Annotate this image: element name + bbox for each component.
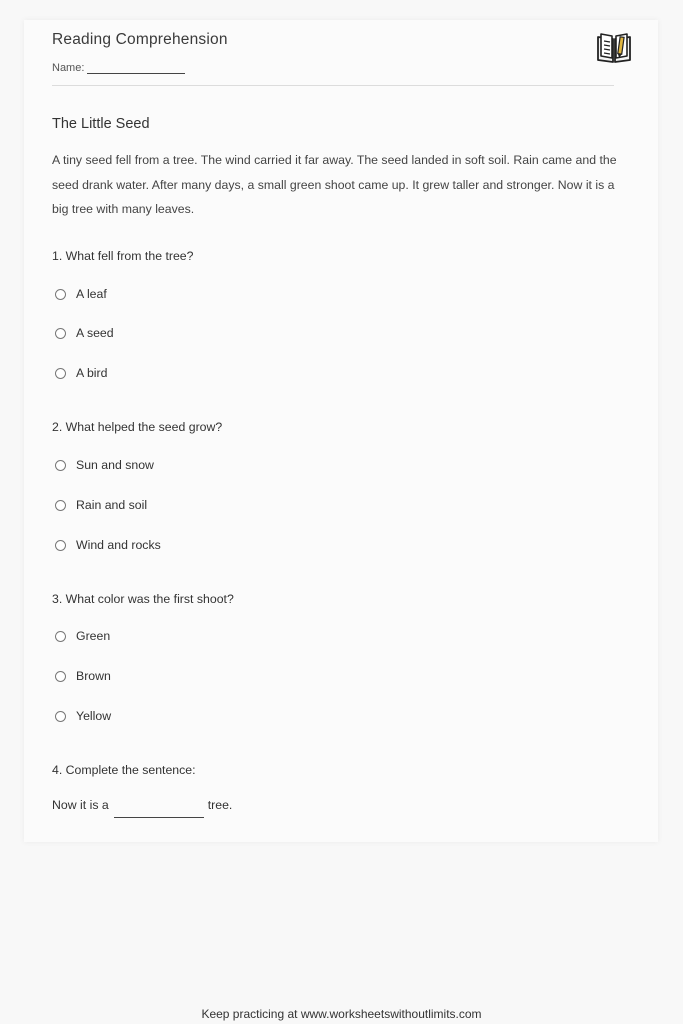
name-label: Name: (52, 62, 85, 74)
question-2-option-1[interactable] (55, 458, 154, 472)
open-book-icon (596, 30, 632, 64)
radio-button[interactable] (55, 631, 66, 642)
question-2-prompt: 2. What helped the seed grow? (52, 420, 223, 434)
question-1-option-1[interactable] (55, 287, 107, 301)
question-4-prompt: 4. Complete the sentence: (52, 763, 196, 777)
question-2-option-2[interactable] (55, 498, 147, 512)
radio-button[interactable] (55, 711, 66, 722)
name-blank-line[interactable] (87, 63, 185, 74)
radio-button[interactable] (55, 289, 66, 300)
answer-blank[interactable] (114, 803, 204, 818)
question-3-option-3[interactable] (55, 709, 111, 723)
worksheet (24, 20, 658, 842)
option-label: Yellow (76, 709, 112, 723)
story-title: The Little Seed (52, 116, 150, 132)
footer-text: Keep practicing at www.worksheetswithoutlimits.com (201, 1007, 482, 1021)
question-1-option-3[interactable] (55, 366, 107, 380)
radio-button[interactable] (55, 328, 66, 339)
question-1-option-2[interactable] (55, 326, 114, 340)
question-1-prompt: 1. What fell from the tree? (52, 249, 194, 263)
option-label: A seed (76, 326, 114, 340)
option-label: A bird (76, 366, 108, 380)
question-4-sentence (52, 797, 232, 812)
header-divider (52, 85, 614, 86)
story-text: A tiny seed fell from a tree. The wind carried it far away. The seed landed in soft soil. Rain came and the seed drank water. After many days, a small green shoot came up. It grew taller and stronger. Now it is a big tree with many leaves. (52, 153, 617, 216)
question-2-option-3[interactable] (55, 538, 161, 552)
radio-button[interactable] (55, 540, 66, 551)
option-label: Sun and snow (76, 458, 154, 472)
radio-button[interactable] (55, 460, 66, 471)
question-3-option-2[interactable] (55, 669, 111, 683)
option-label: Wind and rocks (76, 538, 161, 552)
sentence-after: tree. (207, 798, 233, 812)
question-3-prompt: 3. What color was the first shoot? (52, 592, 234, 606)
option-label: Green (76, 629, 111, 643)
option-label: Rain and soil (76, 498, 148, 512)
question-3-option-1[interactable] (55, 629, 110, 643)
name-field-row (52, 62, 185, 74)
option-label: A leaf (76, 287, 107, 301)
radio-button[interactable] (55, 671, 66, 682)
radio-button[interactable] (55, 368, 66, 379)
radio-button[interactable] (55, 500, 66, 511)
sentence-before: Now it is a (52, 798, 109, 812)
worksheet-title: Reading Comprehension (52, 31, 228, 48)
option-label: Brown (76, 669, 111, 683)
